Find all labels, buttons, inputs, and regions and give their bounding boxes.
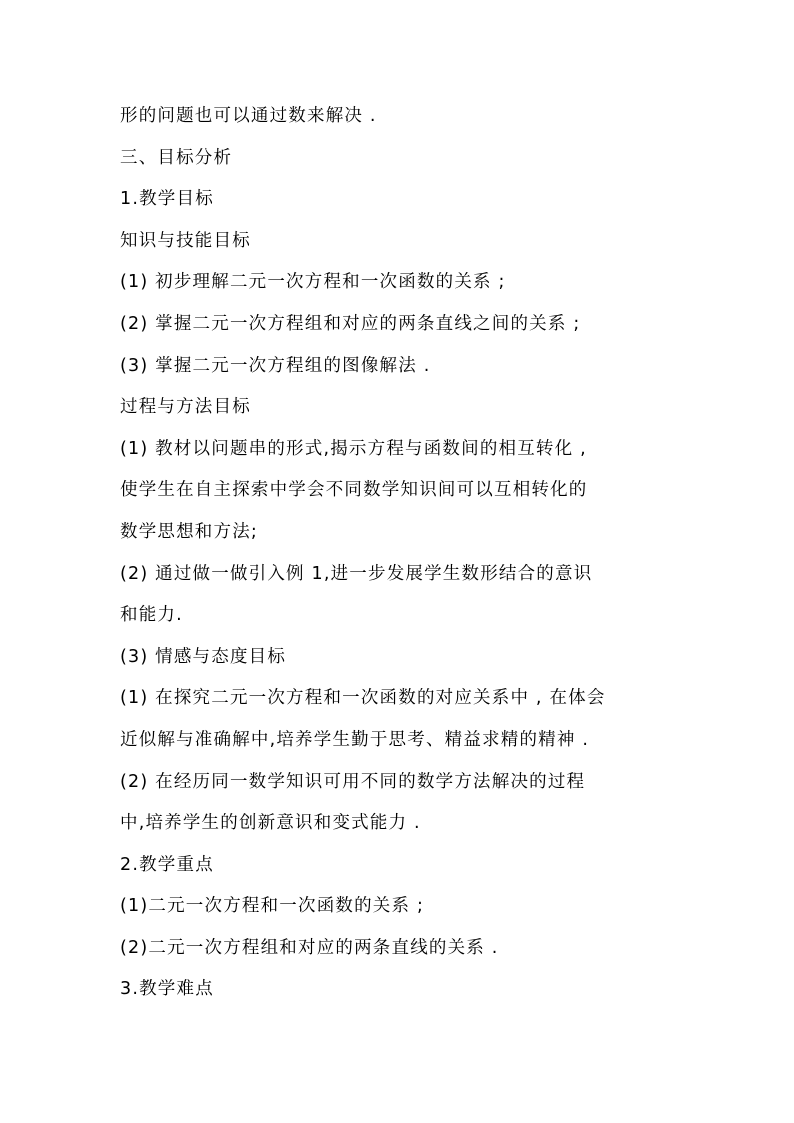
subsection-heading: 1.教学目标 xyxy=(120,189,214,210)
list-item: (1) 在探究二元一次方程和一次函数的对应关系中 , 在体会 xyxy=(120,688,606,709)
list-item: (3) 掌握二元一次方程组的图像解法 . xyxy=(120,355,431,376)
text-line: 和能力. xyxy=(120,605,183,626)
list-item: (2)二元一次方程组和对应的两条直线的关系 . xyxy=(120,937,499,958)
list-item: (1)二元一次方程和一次函数的关系 ; xyxy=(120,896,425,917)
text-line: 数学思想和方法; xyxy=(120,521,258,542)
subsection-heading: 2.教学重点 xyxy=(120,854,214,875)
document-body xyxy=(120,101,720,1016)
list-item: (2) 在经历同一数学知识可用不同的数学方法解决的过程 xyxy=(120,771,586,792)
subsection-heading: 3.教学难点 xyxy=(120,979,214,1000)
list-item: (2) 通过做一做引入例 1,进一步发展学生数形结合的意识 xyxy=(120,563,593,584)
goal-heading: (3) 情感与态度目标 xyxy=(120,646,287,667)
text-line: 中,培养学生的创新意识和变式能力 . xyxy=(120,813,421,834)
goal-heading: 过程与方法目标 xyxy=(120,397,251,418)
text-line: 形的问题也可以通过数来解决 . xyxy=(120,106,377,126)
text-line: 近似解与准确解中,培养学生勤于思考、精益求精的精神 . xyxy=(120,729,590,750)
list-item: (1) 教材以问题串的形式,揭示方程与函数间的相互转化 , xyxy=(120,438,587,459)
list-item: (2) 掌握二元一次方程组和对应的两条直线之间的关系 ; xyxy=(120,313,581,334)
text-line: 使学生在自主探索中学会不同数学知识间可以互相转化的 xyxy=(120,480,588,501)
section-heading: 三、目标分析 xyxy=(120,147,233,168)
goal-heading: 知识与技能目标 xyxy=(120,230,251,251)
list-item: (1) 初步理解二元一次方程和一次函数的关系 ; xyxy=(120,272,506,293)
